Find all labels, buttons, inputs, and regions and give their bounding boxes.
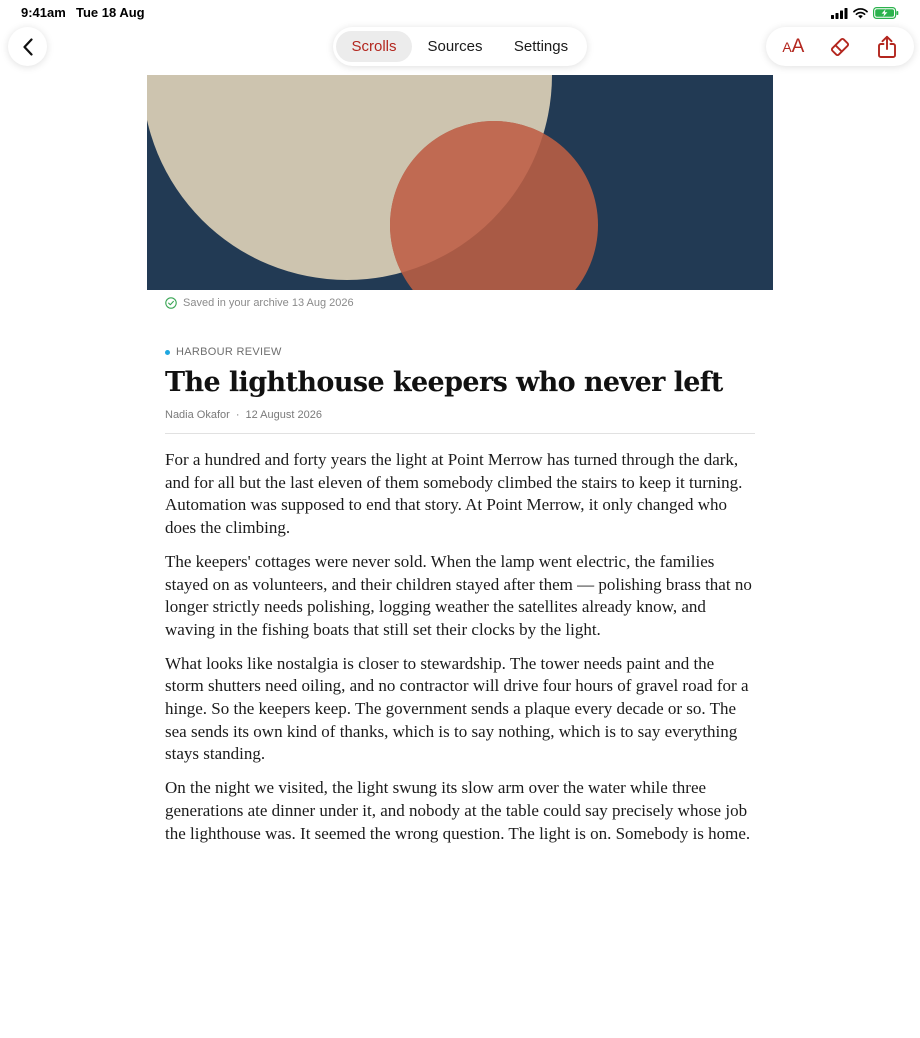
article-paragraph: What looks like nostalgia is closer to stewardship. The tower needs paint and the storm shutters need oiling, and no contractor will drive four hours of gravel road for a hinge. So the keepers keep. The government sends a plaque every decade or so. The sea sends its own kind of thanks, which is to say nothing, which is to say everything stays standing.: [165, 653, 749, 764]
publish-date: 12 August 2026: [245, 409, 322, 421]
article-body: [165, 449, 755, 845]
kicker-dot-icon: [165, 350, 170, 355]
article-paragraph: On the night we visited, the light swung its slow arm over the water while three generations ate dinner under it, and nobody at the table could say precisely whose job the lighthouse was. It seemed the wrong question. The light is on. Somebody is home.: [165, 778, 751, 843]
tab-scrolls[interactable]: Scrolls: [336, 31, 412, 62]
status-bar: [0, 0, 920, 26]
hero-illustration: [147, 75, 773, 290]
segmented-tabs: [333, 27, 587, 66]
share-icon: [877, 35, 897, 59]
saved-note-text: Saved in your archive 13 Aug 2026: [183, 297, 354, 309]
text-size-big-glyph: A: [791, 36, 805, 57]
status-icons: [831, 6, 899, 20]
eraser-button[interactable]: [820, 31, 860, 63]
byline-separator: ·: [235, 409, 240, 421]
author-name[interactable]: Nadia Okafor: [165, 409, 230, 421]
text-size-small-glyph: A: [782, 39, 792, 55]
article-kicker: [165, 346, 755, 358]
byline: [165, 409, 755, 421]
signal-icon: [831, 8, 848, 19]
article-paragraph: For a hundred and forty years the light at Point Merrow has turned through the dark, and for all but the last eleven of them somebody climbed the stairs to keep it turning. Automation was supposed to end that story. At Point Merrow, it only changed who does the climbing.: [165, 450, 743, 538]
tab-sources[interactable]: Sources: [427, 38, 483, 55]
tab-settings[interactable]: Settings: [513, 38, 569, 55]
status-time: 9:41am: [21, 5, 66, 20]
article-title: The lighthouse keepers who never left: [165, 367, 723, 398]
divider: [165, 433, 755, 434]
chevron-left-icon: [22, 38, 34, 56]
battery-charging-icon: [873, 7, 899, 19]
kicker-label: HARBOUR REVIEW: [176, 346, 282, 358]
status-date: Tue 18 Aug: [76, 5, 145, 20]
hero-image: [147, 75, 773, 290]
text-size-icon: [782, 37, 804, 56]
saved-note: [165, 297, 354, 309]
article-paragraph: The keepers' cottages were never sold. When the lamp went electric, the families stayed on as volunteers, and their children stayed after them — polishing brass that no longer strictly needs polishing, logging weather the satellites already know, and waving in the fishing boats that still set their clocks by the light.: [165, 551, 752, 639]
back-button[interactable]: [8, 27, 47, 66]
text-size-button[interactable]: [773, 31, 813, 63]
check-circle-icon: [165, 297, 177, 309]
share-button[interactable]: [867, 31, 907, 63]
eraser-icon: [829, 36, 851, 58]
wifi-icon: [853, 8, 868, 19]
article: [165, 330, 755, 856]
toolbar: [766, 27, 914, 66]
